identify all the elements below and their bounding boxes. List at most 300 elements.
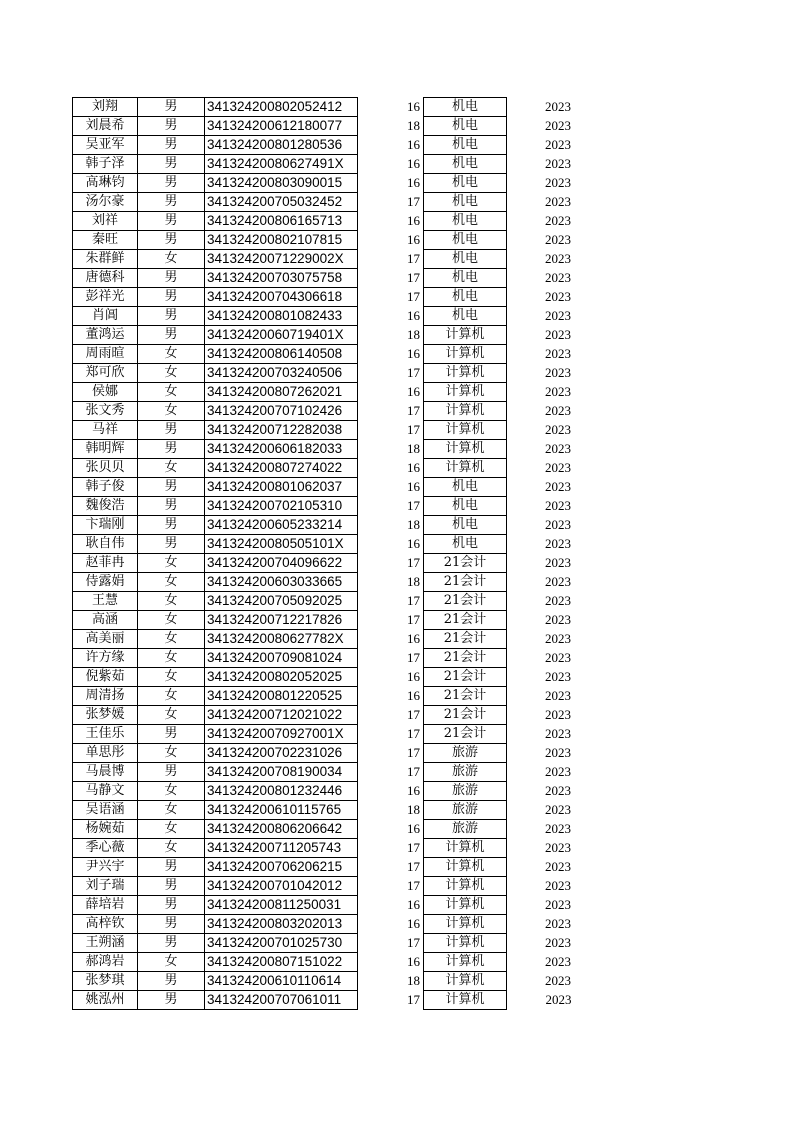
name-cell: 吴亚军 bbox=[73, 136, 138, 155]
id-number-cell: 341324200610115765 bbox=[205, 801, 358, 820]
gender-cell: 男 bbox=[138, 288, 205, 307]
year-cell: 2023 bbox=[545, 156, 571, 171]
gender-cell: 女 bbox=[138, 744, 205, 763]
spacer-cell bbox=[358, 231, 369, 250]
name-cell: 秦旺 bbox=[73, 231, 138, 250]
id-number-cell: 341324200709081024 bbox=[205, 649, 358, 668]
id-number-cell: 341324200704306618 bbox=[205, 288, 358, 307]
table-row bbox=[73, 535, 572, 554]
gender-cell: 男 bbox=[138, 858, 205, 877]
gender-cell: 男 bbox=[138, 440, 205, 459]
major-cell: 21会计 bbox=[424, 706, 507, 725]
id-number-cell: 341324200704096622 bbox=[205, 554, 358, 573]
id-number-cell: 341324200806165713 bbox=[205, 212, 358, 231]
year-cell: 2023 bbox=[545, 992, 572, 1007]
name-cell: 汤尔豪 bbox=[73, 193, 138, 212]
age-cell: 16 bbox=[407, 631, 420, 646]
gender-cell: 男 bbox=[138, 535, 205, 554]
year-cell: 2023 bbox=[545, 897, 571, 912]
major-cell: 机电 bbox=[424, 516, 507, 535]
table-row bbox=[73, 402, 572, 421]
age-cell: 17 bbox=[407, 194, 420, 209]
gender-cell: 女 bbox=[138, 402, 205, 421]
name-cell: 魏俊浩 bbox=[73, 497, 138, 516]
spacer-cell bbox=[358, 478, 369, 497]
major-cell: 计算机 bbox=[424, 402, 507, 421]
name-cell: 张文秀 bbox=[73, 402, 138, 421]
year-cell: 2023 bbox=[545, 574, 571, 589]
year-cell: 2023 bbox=[545, 175, 571, 190]
name-cell: 王慧 bbox=[73, 592, 138, 611]
gender-cell: 女 bbox=[138, 630, 205, 649]
table-row bbox=[73, 782, 572, 801]
major-cell: 机电 bbox=[424, 307, 507, 326]
spacer-cell bbox=[358, 573, 369, 592]
year-cell: 2023 bbox=[545, 479, 571, 494]
table-row bbox=[73, 364, 572, 383]
year-cell: 2023 bbox=[545, 650, 571, 665]
gender-cell: 女 bbox=[138, 573, 205, 592]
name-cell: 张贝贝 bbox=[73, 459, 138, 478]
id-number-cell: 341324200807274022 bbox=[205, 459, 358, 478]
gender-cell: 男 bbox=[138, 326, 205, 345]
age-cell: 16 bbox=[407, 213, 420, 228]
age-cell: 17 bbox=[407, 365, 420, 380]
spacer-cell bbox=[358, 421, 369, 440]
spacer-cell bbox=[358, 934, 369, 953]
table-row bbox=[73, 915, 572, 934]
table-row bbox=[73, 288, 572, 307]
id-number-cell: 341324200801082433 bbox=[205, 307, 358, 326]
year-cell: 2023 bbox=[545, 118, 571, 133]
table-row bbox=[73, 972, 572, 991]
gender-cell: 男 bbox=[138, 877, 205, 896]
student-roster-table bbox=[72, 97, 572, 1010]
table-row bbox=[73, 934, 572, 953]
spacer-cell bbox=[358, 668, 369, 687]
year-cell: 2023 bbox=[545, 194, 571, 209]
gender-cell: 男 bbox=[138, 725, 205, 744]
id-number-cell: 341324200802052412 bbox=[205, 98, 358, 117]
age-cell: 17 bbox=[407, 707, 420, 722]
major-cell: 旅游 bbox=[424, 801, 507, 820]
id-number-cell: 341324200702231026 bbox=[205, 744, 358, 763]
name-cell: 侍露娟 bbox=[73, 573, 138, 592]
age-cell: 17 bbox=[407, 270, 420, 285]
id-number-cell: 341324200707061011 bbox=[205, 991, 358, 1010]
year-cell: 2023 bbox=[545, 612, 571, 627]
age-cell: 18 bbox=[407, 574, 420, 589]
major-cell: 计算机 bbox=[424, 991, 507, 1010]
gender-cell: 男 bbox=[138, 231, 205, 250]
name-cell: 张梦媛 bbox=[73, 706, 138, 725]
age-cell: 16 bbox=[407, 346, 420, 361]
id-number-cell: 341324200707102426 bbox=[205, 402, 358, 421]
major-cell: 21会计 bbox=[424, 725, 507, 744]
spacer-cell bbox=[358, 763, 369, 782]
id-number-cell: 341324200705092025 bbox=[205, 592, 358, 611]
year-cell: 2023 bbox=[545, 878, 571, 893]
table-body bbox=[73, 98, 572, 1010]
id-number-cell: 341324200807262021 bbox=[205, 383, 358, 402]
major-cell: 计算机 bbox=[424, 858, 507, 877]
table-row bbox=[73, 877, 572, 896]
year-cell: 2023 bbox=[545, 783, 571, 798]
table-row bbox=[73, 896, 572, 915]
major-cell: 21会计 bbox=[424, 668, 507, 687]
major-cell: 机电 bbox=[424, 535, 507, 554]
age-cell: 18 bbox=[407, 973, 420, 988]
spacer-cell bbox=[358, 554, 369, 573]
spacer-cell bbox=[358, 174, 369, 193]
major-cell: 机电 bbox=[424, 250, 507, 269]
major-cell: 机电 bbox=[424, 497, 507, 516]
year-cell: 2023 bbox=[545, 289, 571, 304]
year-cell: 2023 bbox=[545, 840, 571, 855]
spacer-cell bbox=[358, 915, 369, 934]
major-cell: 计算机 bbox=[424, 934, 507, 953]
id-number-cell: 341324200712021022 bbox=[205, 706, 358, 725]
id-number-cell: 341324200803202013 bbox=[205, 915, 358, 934]
year-cell: 2023 bbox=[545, 327, 571, 342]
table-row bbox=[73, 649, 572, 668]
spacer-cell bbox=[358, 269, 369, 288]
table-row bbox=[73, 687, 572, 706]
age-cell: 17 bbox=[407, 251, 420, 266]
gender-cell: 男 bbox=[138, 516, 205, 535]
id-number-cell: 341324200610110614 bbox=[205, 972, 358, 991]
major-cell: 计算机 bbox=[424, 459, 507, 478]
name-cell: 刘子瑞 bbox=[73, 877, 138, 896]
spacer-cell bbox=[358, 326, 369, 345]
table-row bbox=[73, 136, 572, 155]
table-row bbox=[73, 497, 572, 516]
gender-cell: 女 bbox=[138, 782, 205, 801]
major-cell: 计算机 bbox=[424, 440, 507, 459]
spacer-cell bbox=[358, 516, 369, 535]
spacer-cell bbox=[358, 193, 369, 212]
age-cell: 16 bbox=[407, 460, 420, 475]
age-cell: 16 bbox=[407, 821, 420, 836]
table-row bbox=[73, 98, 572, 117]
table-row bbox=[73, 231, 572, 250]
age-cell: 17 bbox=[407, 555, 420, 570]
age-cell: 17 bbox=[407, 992, 420, 1007]
spacer-cell bbox=[358, 212, 369, 231]
age-cell: 18 bbox=[407, 327, 420, 342]
table-row bbox=[73, 421, 572, 440]
age-cell: 17 bbox=[407, 593, 420, 608]
name-cell: 杨婉茹 bbox=[73, 820, 138, 839]
table-row bbox=[73, 459, 572, 478]
spacer-cell bbox=[358, 839, 369, 858]
table-row bbox=[73, 383, 572, 402]
name-cell: 高涵 bbox=[73, 611, 138, 630]
major-cell: 机电 bbox=[424, 269, 507, 288]
name-cell: 高美丽 bbox=[73, 630, 138, 649]
gender-cell: 男 bbox=[138, 478, 205, 497]
year-cell: 2023 bbox=[545, 251, 571, 266]
gender-cell: 女 bbox=[138, 459, 205, 478]
id-number-cell: 341324200708190034 bbox=[205, 763, 358, 782]
table-row bbox=[73, 554, 572, 573]
year-cell: 2023 bbox=[545, 498, 571, 513]
major-cell: 机电 bbox=[424, 136, 507, 155]
table-row bbox=[73, 212, 572, 231]
id-number-cell: 341324200801220525 bbox=[205, 687, 358, 706]
age-cell: 18 bbox=[407, 802, 420, 817]
age-cell: 17 bbox=[407, 498, 420, 513]
spacer-cell bbox=[358, 364, 369, 383]
spacer-cell bbox=[358, 288, 369, 307]
spacer-cell bbox=[358, 345, 369, 364]
spacer-cell bbox=[358, 155, 369, 174]
name-cell: 周雨暄 bbox=[73, 345, 138, 364]
id-number-cell: 341324200605233214 bbox=[205, 516, 358, 535]
spacer-cell bbox=[358, 497, 369, 516]
year-cell: 2023 bbox=[545, 935, 571, 950]
age-cell: 16 bbox=[407, 384, 420, 399]
age-cell: 16 bbox=[407, 897, 420, 912]
id-number-cell: 341324200612180077 bbox=[205, 117, 358, 136]
year-cell: 2023 bbox=[545, 745, 571, 760]
year-cell: 2023 bbox=[545, 593, 571, 608]
year-cell: 2023 bbox=[545, 460, 571, 475]
year-cell: 2023 bbox=[545, 403, 571, 418]
year-cell: 2023 bbox=[545, 232, 571, 247]
year-cell: 2023 bbox=[545, 726, 571, 741]
table-row bbox=[73, 839, 572, 858]
year-cell: 2023 bbox=[545, 346, 571, 361]
gender-cell: 男 bbox=[138, 269, 205, 288]
year-cell: 2023 bbox=[545, 270, 571, 285]
year-cell: 2023 bbox=[545, 688, 571, 703]
year-cell: 2023 bbox=[545, 707, 571, 722]
age-cell: 16 bbox=[407, 156, 420, 171]
id-number-cell: 341324200801062037 bbox=[205, 478, 358, 497]
year-cell: 2023 bbox=[545, 669, 571, 684]
spacer-cell bbox=[358, 706, 369, 725]
age-cell: 17 bbox=[407, 650, 420, 665]
table-row bbox=[73, 611, 572, 630]
age-cell: 16 bbox=[407, 783, 420, 798]
major-cell: 计算机 bbox=[424, 345, 507, 364]
age-cell: 16 bbox=[407, 175, 420, 190]
spacer-cell bbox=[358, 782, 369, 801]
year-cell: 2023 bbox=[545, 859, 571, 874]
id-number-cell: 341324200705032452 bbox=[205, 193, 358, 212]
gender-cell: 女 bbox=[138, 839, 205, 858]
age-cell: 17 bbox=[407, 289, 420, 304]
major-cell: 旅游 bbox=[424, 744, 507, 763]
age-cell: 16 bbox=[407, 916, 420, 931]
major-cell: 旅游 bbox=[424, 820, 507, 839]
gender-cell: 女 bbox=[138, 364, 205, 383]
major-cell: 机电 bbox=[424, 193, 507, 212]
name-cell: 单思彤 bbox=[73, 744, 138, 763]
age-cell: 17 bbox=[407, 859, 420, 874]
gender-cell: 女 bbox=[138, 801, 205, 820]
age-cell: 17 bbox=[407, 764, 420, 779]
id-number-cell: 341324200712282038 bbox=[205, 421, 358, 440]
age-cell: 16 bbox=[407, 954, 420, 969]
year-cell: 2023 bbox=[545, 916, 571, 931]
name-cell: 王佳乐 bbox=[73, 725, 138, 744]
major-cell: 机电 bbox=[424, 174, 507, 193]
id-number-cell: 341324200603033665 bbox=[205, 573, 358, 592]
major-cell: 计算机 bbox=[424, 953, 507, 972]
name-cell: 彭祥光 bbox=[73, 288, 138, 307]
name-cell: 吴语涵 bbox=[73, 801, 138, 820]
id-number-cell: 341324200806206642 bbox=[205, 820, 358, 839]
spacer-cell bbox=[358, 117, 369, 136]
major-cell: 机电 bbox=[424, 98, 507, 117]
age-cell: 16 bbox=[407, 479, 420, 494]
id-number-cell: 34132420070927001X bbox=[205, 725, 358, 744]
name-cell: 马晨博 bbox=[73, 763, 138, 782]
major-cell: 机电 bbox=[424, 117, 507, 136]
age-cell: 17 bbox=[407, 878, 420, 893]
table-row bbox=[73, 706, 572, 725]
name-cell: 郝鸿岩 bbox=[73, 953, 138, 972]
id-number-cell: 341324200803090015 bbox=[205, 174, 358, 193]
gender-cell: 男 bbox=[138, 763, 205, 782]
table-row bbox=[73, 117, 572, 136]
gender-cell: 男 bbox=[138, 155, 205, 174]
table-row bbox=[73, 592, 572, 611]
table-row bbox=[73, 326, 572, 345]
name-cell: 韩子俊 bbox=[73, 478, 138, 497]
table-row bbox=[73, 953, 572, 972]
table-row bbox=[73, 516, 572, 535]
table-row bbox=[73, 174, 572, 193]
year-cell: 2023 bbox=[545, 802, 571, 817]
age-cell: 17 bbox=[407, 403, 420, 418]
age-cell: 16 bbox=[407, 99, 420, 114]
major-cell: 21会计 bbox=[424, 592, 507, 611]
name-cell: 侯娜 bbox=[73, 383, 138, 402]
gender-cell: 女 bbox=[138, 250, 205, 269]
id-number-cell: 341324200802052025 bbox=[205, 668, 358, 687]
year-cell: 2023 bbox=[545, 365, 571, 380]
year-cell: 2023 bbox=[545, 973, 571, 988]
year-cell: 2023 bbox=[545, 954, 571, 969]
major-cell: 机电 bbox=[424, 231, 507, 250]
year-cell: 2023 bbox=[545, 555, 571, 570]
spacer-cell bbox=[358, 896, 369, 915]
major-cell: 机电 bbox=[424, 212, 507, 231]
name-cell: 高琳钧 bbox=[73, 174, 138, 193]
spacer-cell bbox=[358, 459, 369, 478]
year-cell: 2023 bbox=[545, 441, 571, 456]
spacer-cell bbox=[358, 991, 369, 1010]
name-cell: 高梓钦 bbox=[73, 915, 138, 934]
major-cell: 计算机 bbox=[424, 915, 507, 934]
id-number-cell: 34132420080627782X bbox=[205, 630, 358, 649]
gender-cell: 女 bbox=[138, 649, 205, 668]
age-cell: 16 bbox=[407, 137, 420, 152]
year-cell: 2023 bbox=[545, 99, 571, 114]
spacer-cell bbox=[358, 402, 369, 421]
year-cell: 2023 bbox=[545, 517, 571, 532]
spacer-cell bbox=[358, 972, 369, 991]
id-number-cell: 341324200701025730 bbox=[205, 934, 358, 953]
age-cell: 17 bbox=[407, 840, 420, 855]
table-row bbox=[73, 269, 572, 288]
age-cell: 18 bbox=[407, 118, 420, 133]
table-row bbox=[73, 440, 572, 459]
table-row bbox=[73, 858, 572, 877]
name-cell: 刘祥 bbox=[73, 212, 138, 231]
age-cell: 17 bbox=[407, 612, 420, 627]
age-cell: 17 bbox=[407, 422, 420, 437]
spacer-cell bbox=[358, 953, 369, 972]
age-cell: 17 bbox=[407, 935, 420, 950]
year-cell: 2023 bbox=[545, 536, 571, 551]
spacer-cell bbox=[358, 611, 369, 630]
name-cell: 季心薇 bbox=[73, 839, 138, 858]
major-cell: 21会计 bbox=[424, 687, 507, 706]
id-number-cell: 341324200706206215 bbox=[205, 858, 358, 877]
year-cell: 2023 bbox=[545, 137, 571, 152]
gender-cell: 男 bbox=[138, 98, 205, 117]
major-cell: 21会计 bbox=[424, 554, 507, 573]
id-number-cell: 341324200806140508 bbox=[205, 345, 358, 364]
gender-cell: 女 bbox=[138, 345, 205, 364]
name-cell: 韩子泽 bbox=[73, 155, 138, 174]
year-cell: 2023 bbox=[545, 384, 571, 399]
major-cell: 21会计 bbox=[424, 630, 507, 649]
id-number-cell: 34132420080505101X bbox=[205, 535, 358, 554]
gender-cell: 男 bbox=[138, 307, 205, 326]
id-number-cell: 34132420071229002X bbox=[205, 250, 358, 269]
name-cell: 郑可欣 bbox=[73, 364, 138, 383]
table-row bbox=[73, 725, 572, 744]
gender-cell: 男 bbox=[138, 991, 205, 1010]
spacer-cell bbox=[358, 687, 369, 706]
id-number-cell: 341324200711205743 bbox=[205, 839, 358, 858]
major-cell: 计算机 bbox=[424, 896, 507, 915]
table-row bbox=[73, 193, 572, 212]
gender-cell: 女 bbox=[138, 687, 205, 706]
major-cell: 计算机 bbox=[424, 364, 507, 383]
gender-cell: 男 bbox=[138, 212, 205, 231]
spacer-cell bbox=[358, 858, 369, 877]
id-number-cell: 34132420080627491X bbox=[205, 155, 358, 174]
name-cell: 姚泓州 bbox=[73, 991, 138, 1010]
spacer-cell bbox=[358, 383, 369, 402]
id-number-cell: 341324200802107815 bbox=[205, 231, 358, 250]
year-cell: 2023 bbox=[545, 422, 571, 437]
major-cell: 旅游 bbox=[424, 763, 507, 782]
name-cell: 刘翔 bbox=[73, 98, 138, 117]
major-cell: 计算机 bbox=[424, 383, 507, 402]
major-cell: 21会计 bbox=[424, 573, 507, 592]
id-number-cell: 341324200807151022 bbox=[205, 953, 358, 972]
name-cell: 刘晨希 bbox=[73, 117, 138, 136]
spacer-cell bbox=[358, 744, 369, 763]
gender-cell: 女 bbox=[138, 383, 205, 402]
age-cell: 16 bbox=[407, 308, 420, 323]
gender-cell: 男 bbox=[138, 421, 205, 440]
name-cell: 韩明辉 bbox=[73, 440, 138, 459]
name-cell: 尹兴宇 bbox=[73, 858, 138, 877]
spacer-cell bbox=[358, 535, 369, 554]
major-cell: 计算机 bbox=[424, 839, 507, 858]
age-cell: 18 bbox=[407, 441, 420, 456]
spacer-cell bbox=[358, 820, 369, 839]
name-cell: 朱群鲜 bbox=[73, 250, 138, 269]
